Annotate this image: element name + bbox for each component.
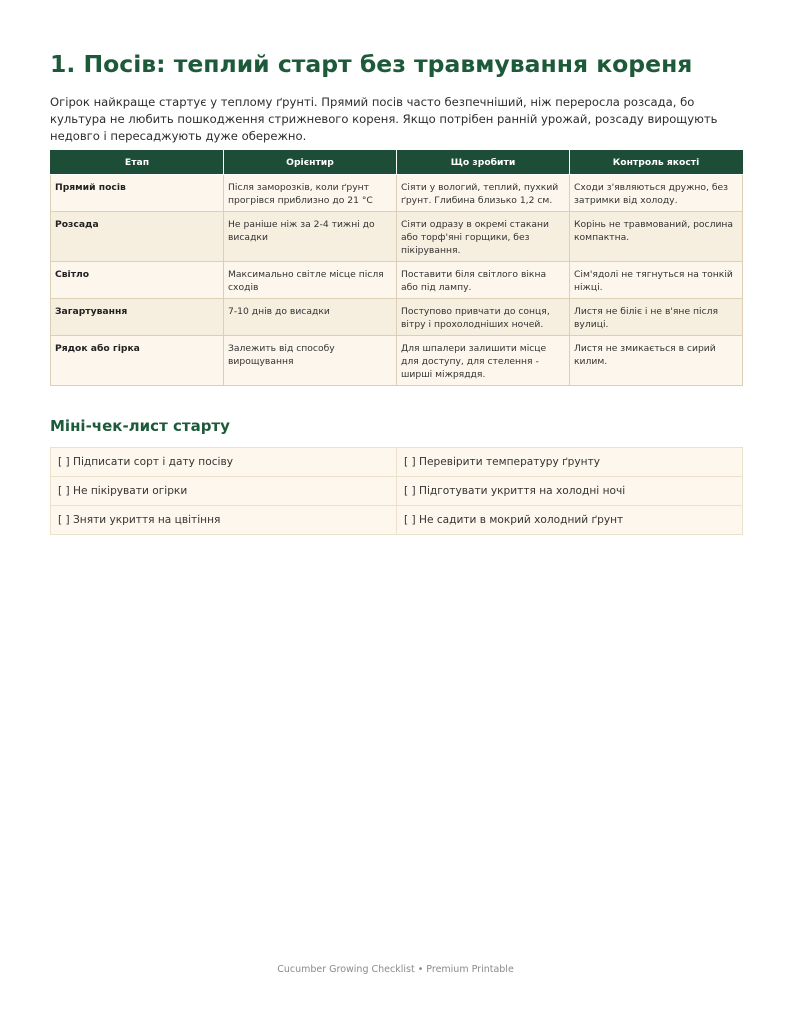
table-row — [51, 212, 743, 262]
table-cell-stage: Прямий посів — [51, 175, 224, 212]
checklist-item[interactable]: [ ] Зняти укриття на цвітіння — [51, 506, 397, 535]
section-intro: Огірок найкраще стартує у теплому ґрунті. Прямий посів часто безпечніший, ніж переросла розсада, бо культура не любить пошкодження стрижневого кореня. Якщо потрібен ранній урожай, розсаду вирощують недовго і пересаджують дуже обережно. — [50, 95, 718, 143]
table-cell-quality: Листя не змикається в сирий килим. — [570, 336, 743, 386]
table-cell-quality: Корінь не травмований, рослина компактна. — [570, 212, 743, 262]
table-cell-quality: Сім'ядолі не тягнуться на тонкій ніжці. — [570, 262, 743, 299]
checklist-title: Міні-чек-лист старту — [50, 417, 230, 435]
checklist-row — [51, 448, 743, 477]
checklist-item[interactable]: [ ] Перевірити температуру ґрунту — [397, 448, 743, 477]
checklist-item[interactable]: [ ] Не садити в мокрий холодний ґрунт — [397, 506, 743, 535]
table-cell-guideline: 7-10 днів до висадки — [224, 299, 397, 336]
checklist-table — [50, 447, 743, 535]
growing-table — [50, 150, 743, 386]
table-row — [51, 175, 743, 212]
table-header-row — [51, 151, 743, 175]
column-header-stage: Етап — [51, 151, 224, 175]
checklist-item[interactable]: [ ] Підготувати укриття на холодні ночі — [397, 477, 743, 506]
checklist-row — [51, 506, 743, 535]
table-cell-action: Поставити біля світлого вікна або під лампу. — [397, 262, 570, 299]
table-cell-action: Поступово привчати до сонця, вітру і прохолодніших ночей. — [397, 299, 570, 336]
table-row — [51, 299, 743, 336]
checklist-item[interactable]: [ ] Підписати сорт і дату посіву — [51, 448, 397, 477]
checklist-item[interactable]: [ ] Не пікірувати огірки — [51, 477, 397, 506]
table-cell-stage: Світло — [51, 262, 224, 299]
table-cell-guideline: Після заморозків, коли ґрунт прогрівся приблизно до 21 °C — [224, 175, 397, 212]
column-header-guideline: Орієнтир — [224, 151, 397, 175]
table-cell-quality: Сходи з'являються дружно, без затримки від холоду. — [570, 175, 743, 212]
table-row — [51, 262, 743, 299]
table-cell-action: Для шпалери залишити місце для доступу, для стелення - ширші міжряддя. — [397, 336, 570, 386]
column-header-quality: Контроль якості — [570, 151, 743, 175]
section-title: 1. Посів: теплий старт без травмування кореня — [50, 50, 693, 78]
table-cell-action: Сіяти одразу в окремі стакани або торф'яні горщики, без пікірування. — [397, 212, 570, 262]
table-row — [51, 336, 743, 386]
table-cell-guideline: Максимально світле місце після сходів — [224, 262, 397, 299]
table-cell-guideline: Не раніше ніж за 2-4 тижні до висадки — [224, 212, 397, 262]
table-cell-stage: Рядок або гірка — [51, 336, 224, 386]
table-cell-guideline: Залежить від способу вирощування — [224, 336, 397, 386]
table-cell-action: Сіяти у вологий, теплий, пухкий ґрунт. Глибина близько 1,2 см. — [397, 175, 570, 212]
column-header-action: Що зробити — [397, 151, 570, 175]
page-footer: Cucumber Growing Checklist • Premium Printable — [277, 964, 514, 975]
checklist-row — [51, 477, 743, 506]
table-cell-stage: Розсада — [51, 212, 224, 262]
table-cell-quality: Листя не біліє і не в'яне після вулиці. — [570, 299, 743, 336]
table-cell-stage: Загартування — [51, 299, 224, 336]
